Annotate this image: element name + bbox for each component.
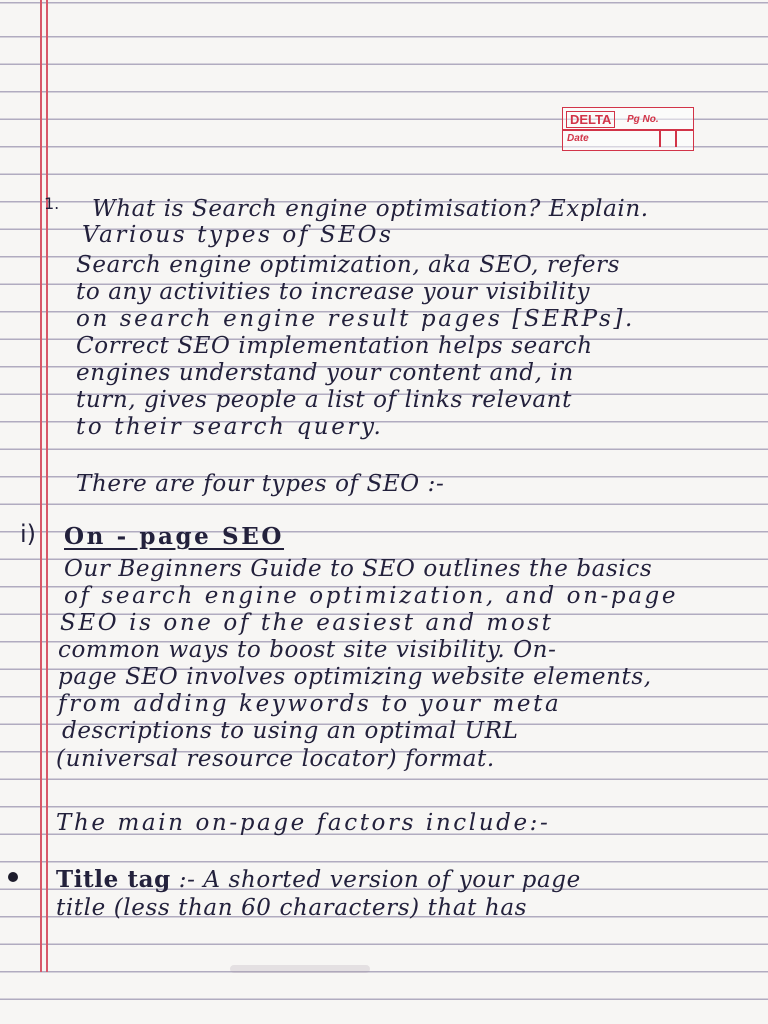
section-line: descriptions to using an optimal URL bbox=[62, 718, 519, 744]
stamp-date-separator bbox=[659, 131, 661, 147]
stamp-date-separator bbox=[675, 131, 677, 147]
section-heading: On - page SEO bbox=[64, 523, 285, 550]
bullet-point bbox=[8, 872, 18, 882]
page-stamp bbox=[562, 107, 694, 151]
stamp-date-label: Date bbox=[567, 133, 589, 144]
factor-line bbox=[56, 866, 581, 894]
stamp-page-number-label: Pg No. bbox=[627, 114, 659, 125]
question-title-line2: Various types of SEOs bbox=[82, 222, 394, 248]
answer-line: engines understand your content and, in bbox=[76, 360, 574, 386]
factor-line: title (less than 60 characters) that has bbox=[56, 895, 528, 921]
section-line: Our Beginners Guide to SEO outlines the basics bbox=[64, 556, 653, 582]
section-line: SEO is one of the easiest and most bbox=[60, 610, 554, 636]
margin-line bbox=[40, 0, 42, 972]
factor-description: :- A shorted version of your page bbox=[178, 867, 581, 893]
answer-line: to any activities to increase your visibility bbox=[76, 279, 591, 305]
answer-line: Correct SEO implementation helps search bbox=[76, 333, 593, 359]
section-line: of search engine optimization, and on-page bbox=[64, 583, 679, 609]
ink-smudge bbox=[230, 965, 370, 973]
section-line: common ways to boost site visibility. On- bbox=[58, 637, 557, 663]
stamp-divider bbox=[563, 129, 693, 131]
types-intro: There are four types of SEO :- bbox=[76, 471, 445, 497]
section-line: from adding keywords to your meta bbox=[58, 691, 562, 717]
answer-line: on search engine result pages [SERPs]. bbox=[76, 306, 635, 332]
section-line: (universal resource locator) format. bbox=[56, 746, 495, 772]
stamp-brand-logo: DELTA bbox=[566, 111, 615, 128]
answer-line: turn, gives people a list of links relevant bbox=[76, 387, 572, 413]
question-title-line1: What is Search engine optimisation? Explain. bbox=[92, 196, 649, 222]
answer-line: Search engine optimization, aka SEO, refers bbox=[76, 252, 621, 278]
margin-line bbox=[46, 0, 48, 972]
factors-intro: The main on-page factors include:- bbox=[56, 810, 551, 836]
section-line: page SEO involves optimizing website elements, bbox=[58, 664, 652, 690]
question-number: 1. bbox=[44, 194, 60, 213]
section-marker: i) bbox=[20, 520, 37, 548]
factor-term: Title tag bbox=[56, 866, 171, 893]
answer-line: to their search query. bbox=[76, 414, 384, 440]
